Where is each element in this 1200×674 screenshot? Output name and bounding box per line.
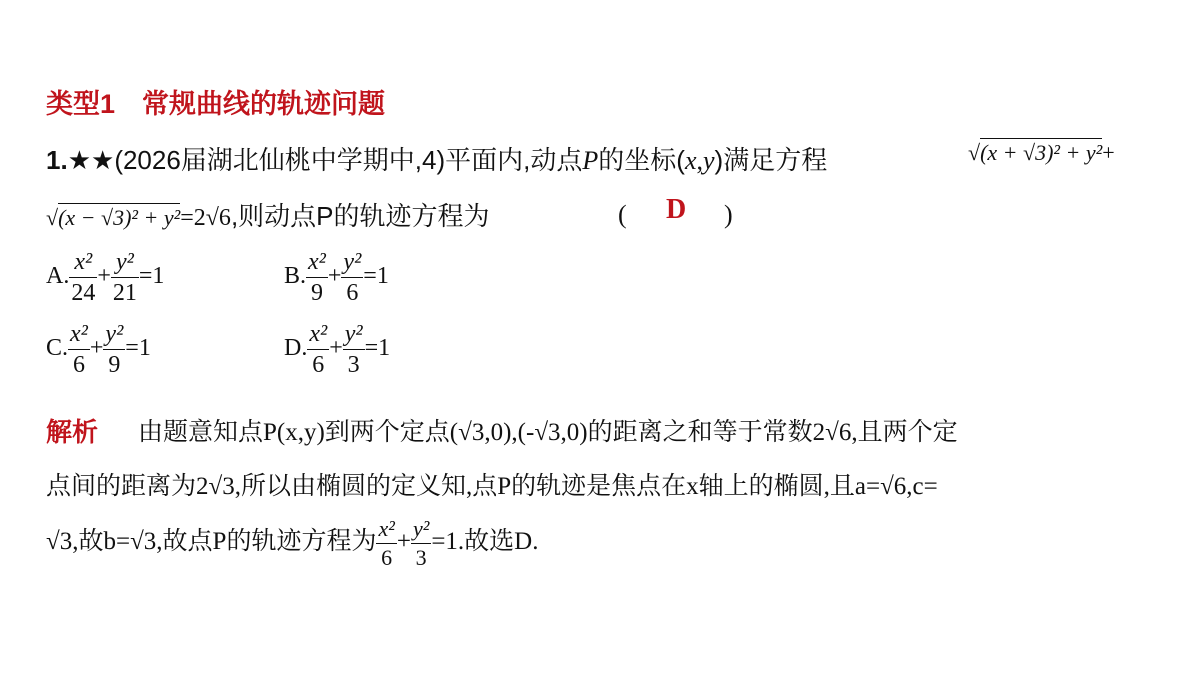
answer-letter: D	[666, 194, 687, 225]
option-c[interactable]: C. $\frac{\text{x²}}{6}$ + $\frac{\text{y²}}{9}$ =1	[46, 321, 151, 378]
equation-term-1: √(x + √3)² + y²+	[968, 140, 1115, 165]
option-label: A.	[46, 263, 70, 290]
plus-sign: +	[1102, 140, 1115, 165]
analysis-label: 解析	[46, 417, 99, 447]
question-source: (2026届湖北仙桃中学期中,4)	[114, 145, 446, 175]
question-line-1	[46, 140, 827, 177]
question-line-2: √(x − √3)² + y²=2√6,则动点P的轨迹方程为	[46, 201, 490, 231]
radicand-1: (x + √3)² + y²	[980, 140, 1103, 165]
analysis-line-2: 点间的距离为2√3,所以由椭圆的定义知,点P的轨迹是焦点在x轴上的椭圆,且a=√6,c=	[46, 473, 938, 500]
analysis-line-3: √3,故b=√3,故点P的轨迹方程为 $\frac{\text{x²}}{6}$ + $\frac{\text{y²}}{3}$ =1.故选D.	[46, 516, 539, 570]
point-variable: P	[582, 146, 599, 175]
stem-line-2: ,则动点P的轨迹方程为	[230, 201, 490, 231]
coord-x: x	[684, 146, 697, 175]
option-label: D.	[284, 335, 308, 362]
option-label: B.	[284, 263, 307, 290]
difficulty-stars: ★★	[67, 146, 115, 175]
analysis-conclusion: =1.故选D.	[431, 528, 539, 556]
question-number: 1.	[46, 145, 68, 175]
coord-y: y	[703, 146, 715, 175]
analysis-line-1: 由题意知点P(x,y)到两个定点(√3,0),(-√3,0)的距离之和等于常数2√6,且两个定	[138, 419, 958, 446]
option-a[interactable]: A. $\frac{\text{x²}}{24}$ + $\frac{\text{y²}}{21}$ =1	[46, 249, 165, 306]
stem-text: 平面内,动点	[445, 145, 583, 175]
analysis-line-3-text: √3,故b=√3,故点P的轨迹方程为	[46, 528, 377, 556]
option-d[interactable]: D. $\frac{\text{x²}}{6}$ + $\frac{\text{y²}}{3}$ =1	[284, 321, 391, 378]
section-title: 类型1 常规曲线的轨迹问题	[46, 89, 386, 119]
answer-paren-close: )	[724, 200, 733, 229]
coord-separator: ,	[696, 146, 703, 175]
stem-text-mid: 的坐标(	[598, 145, 685, 175]
equation-rhs: =2√6	[180, 205, 231, 231]
stem-text-post: )满足方程	[714, 145, 828, 175]
answer-paren-open: (	[618, 200, 627, 229]
option-label: C.	[46, 335, 69, 362]
option-b[interactable]: B. $\frac{\text{x²}}{9}$ + $\frac{\text{y²}}{6}$ =1	[284, 249, 389, 306]
radicand-2: (x − √3)² + y²	[58, 205, 181, 230]
